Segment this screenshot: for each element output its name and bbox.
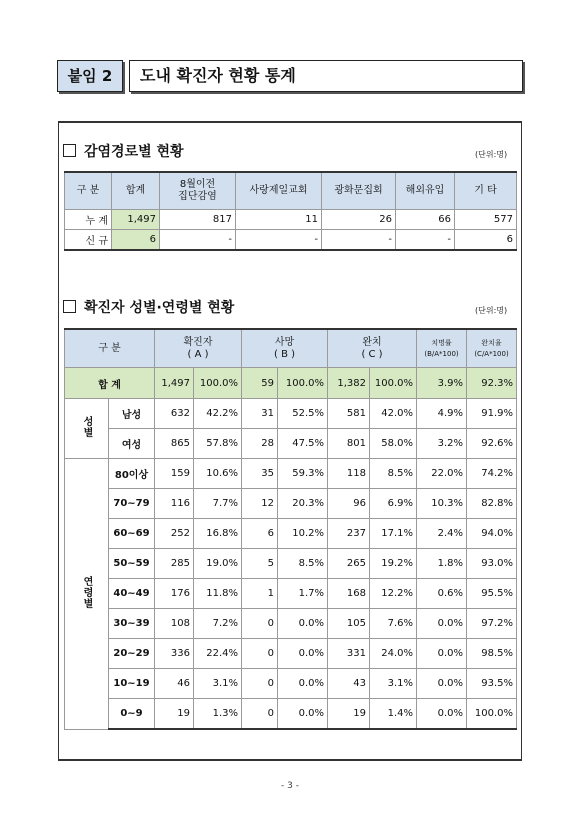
table-cell: - xyxy=(236,230,322,251)
table-cell: 0.0% xyxy=(417,609,467,639)
row-label: 합 계 xyxy=(65,368,155,399)
table-cell: 817 xyxy=(160,210,236,230)
row-label: 80이상 xyxy=(109,459,155,489)
table-cell: 6 xyxy=(112,230,160,251)
table-row xyxy=(65,699,517,730)
table-cell: 97.2% xyxy=(467,609,517,639)
row-label: 남성 xyxy=(109,399,155,429)
table-cell: 336 xyxy=(155,639,194,669)
table-cell: 92.6% xyxy=(467,429,517,459)
row-group-label-text: 연령별 xyxy=(81,575,92,609)
table-cell: 91.9% xyxy=(467,399,517,429)
table-cell: 10.6% xyxy=(194,459,242,489)
checkbox-square-icon xyxy=(63,144,76,157)
table-cell: 176 xyxy=(155,579,194,609)
table-header-row xyxy=(65,329,517,368)
table-cell: 118 xyxy=(328,459,370,489)
table-cell: - xyxy=(160,230,236,251)
table-cell: 22.0% xyxy=(417,459,467,489)
table-cell: 285 xyxy=(155,549,194,579)
table-cell: - xyxy=(322,230,396,251)
header-cell: 사망 ( B ) xyxy=(242,329,328,368)
row-label: 10~19 xyxy=(109,669,155,699)
table-cell: 42.2% xyxy=(194,399,242,429)
table-cell: 1 xyxy=(242,579,278,609)
table-row xyxy=(65,429,517,459)
row-group-label-text: 성별 xyxy=(81,416,92,438)
section2-title-text: 확진자 성별·연령별 현황 xyxy=(84,300,235,316)
table-cell: 95.5% xyxy=(467,579,517,609)
table-cell: 19.2% xyxy=(370,549,417,579)
table-cell: 11 xyxy=(236,210,322,230)
table-cell: 100.0% xyxy=(194,368,242,399)
table-cell: 1.8% xyxy=(417,549,467,579)
table-cell: 0 xyxy=(242,639,278,669)
section2-unit: (단위:명) xyxy=(475,306,508,315)
table-cell: 865 xyxy=(155,429,194,459)
table-cell: 42.0% xyxy=(370,399,417,429)
table-cell: 159 xyxy=(155,459,194,489)
row-label: 20~29 xyxy=(109,639,155,669)
table-cell: 331 xyxy=(328,639,370,669)
row-label: 신 규 xyxy=(65,230,112,251)
table-cell: 22.4% xyxy=(194,639,242,669)
table-cell: 7.7% xyxy=(194,489,242,519)
table-cell: 0 xyxy=(242,699,278,730)
table-cell: 93.0% xyxy=(467,549,517,579)
table-cell: 8.5% xyxy=(370,459,417,489)
table-row xyxy=(65,609,517,639)
table-cell: 93.5% xyxy=(467,669,517,699)
table-cell: 8.5% xyxy=(278,549,328,579)
row-label: 누 계 xyxy=(65,210,112,230)
table-cell: 17.1% xyxy=(370,519,417,549)
table-row xyxy=(65,230,517,251)
table-cell: 82.8% xyxy=(467,489,517,519)
table-cell: 59.3% xyxy=(278,459,328,489)
table-cell: 92.3% xyxy=(467,368,517,399)
table-cell: 19.0% xyxy=(194,549,242,579)
header-cell: 합계 xyxy=(112,172,160,210)
table-cell: 19 xyxy=(155,699,194,730)
table-cell: 1.3% xyxy=(194,699,242,730)
section2-title xyxy=(63,297,234,317)
table-cell: 265 xyxy=(328,549,370,579)
header-cell: 기 타 xyxy=(455,172,517,210)
row-label: 40~49 xyxy=(109,579,155,609)
header-cell: 구 분 xyxy=(65,329,155,368)
table-cell: 4.9% xyxy=(417,399,467,429)
table-cell: 43 xyxy=(328,669,370,699)
section1-unit: (단위:명) xyxy=(475,150,508,159)
gender-age-table xyxy=(64,328,517,730)
table-cell: 31 xyxy=(242,399,278,429)
table-cell: 98.5% xyxy=(467,639,517,669)
table-cell: 94.0% xyxy=(467,519,517,549)
table-cell: 6.9% xyxy=(370,489,417,519)
table-row xyxy=(65,549,517,579)
table-cell: 0.0% xyxy=(278,609,328,639)
header-cell: 8월이전 집단감염 xyxy=(160,172,236,210)
header-cell: 완치율 (C/A*100) xyxy=(467,329,517,368)
table-cell: 801 xyxy=(328,429,370,459)
table-row xyxy=(65,519,517,549)
table-row xyxy=(65,210,517,230)
table-row xyxy=(65,639,517,669)
table-cell: 0 xyxy=(242,609,278,639)
table-cell: 1,497 xyxy=(112,210,160,230)
table-cell: 6 xyxy=(242,519,278,549)
table-cell: 20.3% xyxy=(278,489,328,519)
row-label: 0~9 xyxy=(109,699,155,730)
table-cell: 0.0% xyxy=(417,669,467,699)
table-cell: 0 xyxy=(242,669,278,699)
table-cell: 10.2% xyxy=(278,519,328,549)
row-label: 50~59 xyxy=(109,549,155,579)
table-cell: 581 xyxy=(328,399,370,429)
table-cell: 7.6% xyxy=(370,609,417,639)
table-cell: 66 xyxy=(396,210,455,230)
table-cell: 632 xyxy=(155,399,194,429)
table-cell: 10.3% xyxy=(417,489,467,519)
table-row xyxy=(65,579,517,609)
section1-title xyxy=(63,141,184,161)
table-cell: 3.9% xyxy=(417,368,467,399)
table-cell: 100.0% xyxy=(370,368,417,399)
table-cell: 3.2% xyxy=(417,429,467,459)
table-cell: 100.0% xyxy=(467,699,517,730)
row-group-label xyxy=(65,459,109,730)
table-cell: 52.5% xyxy=(278,399,328,429)
table-cell: 108 xyxy=(155,609,194,639)
table-cell: 1,382 xyxy=(328,368,370,399)
table-cell: 116 xyxy=(155,489,194,519)
table-cell: 58.0% xyxy=(370,429,417,459)
header-cell: 광화문집회 xyxy=(322,172,396,210)
row-label: 여성 xyxy=(109,429,155,459)
table-cell: 100.0% xyxy=(278,368,328,399)
checkbox-square-icon xyxy=(63,300,76,313)
table-cell: 47.5% xyxy=(278,429,328,459)
table-cell: 1.7% xyxy=(278,579,328,609)
attachment-tag: 붙임 2 xyxy=(57,60,123,92)
section1-title-text: 감염경로별 현황 xyxy=(84,144,184,160)
table-cell: 3.1% xyxy=(194,669,242,699)
table-cell: 0.0% xyxy=(278,699,328,730)
table-row xyxy=(65,459,517,489)
row-label: 60~69 xyxy=(109,519,155,549)
table-cell: 168 xyxy=(328,579,370,609)
table-cell: 1,497 xyxy=(155,368,194,399)
table-row xyxy=(65,669,517,699)
table-cell: 46 xyxy=(155,669,194,699)
infection-route-table xyxy=(64,171,517,251)
title-bar xyxy=(57,60,523,92)
table-cell: 12.2% xyxy=(370,579,417,609)
table-cell: 237 xyxy=(328,519,370,549)
header-cell: 해외유입 xyxy=(396,172,455,210)
table-cell: 96 xyxy=(328,489,370,519)
table-cell: 577 xyxy=(455,210,517,230)
page-number: - 3 - xyxy=(281,781,299,791)
table-cell: 3.1% xyxy=(370,669,417,699)
row-group-label xyxy=(65,399,109,459)
table-cell: 6 xyxy=(455,230,517,251)
table-cell: 74.2% xyxy=(467,459,517,489)
row-label: 30~39 xyxy=(109,609,155,639)
table-cell: 1.4% xyxy=(370,699,417,730)
table-cell: 59 xyxy=(242,368,278,399)
header-cell: 사랑제일교회 xyxy=(236,172,322,210)
table-cell: 35 xyxy=(242,459,278,489)
table-header-row xyxy=(65,172,517,210)
table-cell: 5 xyxy=(242,549,278,579)
table-row xyxy=(65,399,517,429)
table-cell: 0.6% xyxy=(417,579,467,609)
table-cell: 105 xyxy=(328,609,370,639)
table-cell: - xyxy=(396,230,455,251)
table-cell: 0.0% xyxy=(278,639,328,669)
header-cell: 구 분 xyxy=(65,172,112,210)
table-row xyxy=(65,489,517,519)
table-cell: 28 xyxy=(242,429,278,459)
page-title: 도내 확진자 현황 통계 xyxy=(129,60,523,92)
table-cell: 19 xyxy=(328,699,370,730)
table-cell: 57.8% xyxy=(194,429,242,459)
table-cell: 252 xyxy=(155,519,194,549)
total-row xyxy=(65,368,517,399)
table-cell: 7.2% xyxy=(194,609,242,639)
header-cell: 완치 ( C ) xyxy=(328,329,417,368)
header-cell: 치명률 (B/A*100) xyxy=(417,329,467,368)
table-cell: 24.0% xyxy=(370,639,417,669)
row-label: 70~79 xyxy=(109,489,155,519)
table-cell: 0.0% xyxy=(417,639,467,669)
table-cell: 2.4% xyxy=(417,519,467,549)
table-cell: 12 xyxy=(242,489,278,519)
table-cell: 0.0% xyxy=(278,669,328,699)
table-cell: 11.8% xyxy=(194,579,242,609)
table-cell: 26 xyxy=(322,210,396,230)
table-cell: 16.8% xyxy=(194,519,242,549)
header-cell: 확진자 ( A ) xyxy=(155,329,242,368)
table-cell: 0.0% xyxy=(417,699,467,730)
